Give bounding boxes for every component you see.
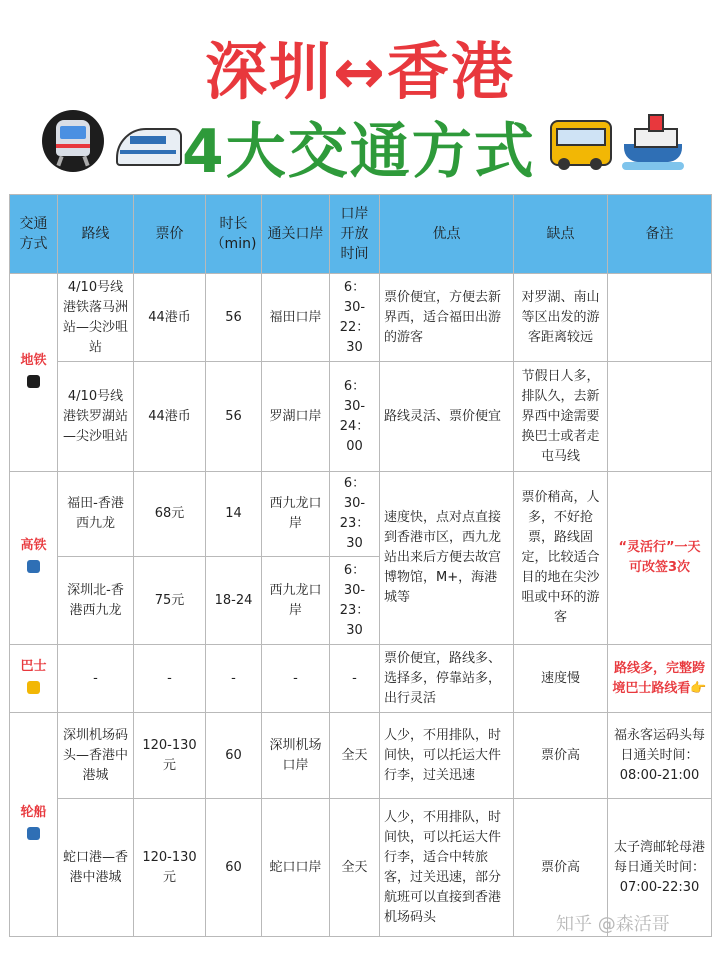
pros-cell: 票价便宜，方便去新界西，适合福田出游的游客: [380, 274, 514, 362]
table-row: [10, 472, 712, 557]
header-duration: 时长（min): [206, 195, 262, 274]
price-cell: 44港币: [134, 274, 206, 362]
metro-icon: [42, 110, 104, 172]
subtitle-row: [0, 104, 720, 187]
metro-icon: [27, 375, 40, 388]
category-label: 高铁: [20, 538, 47, 553]
table-row: [10, 274, 712, 362]
hours-cell: 6：30-24：00: [330, 362, 380, 472]
header-price: 票价: [134, 195, 206, 274]
note-cell: [608, 362, 712, 472]
hours-cell: 全天: [330, 799, 380, 937]
header-pros: 优点: [380, 195, 514, 274]
note-cell: 太子湾邮轮母港每日通关时间：07:00-22:30: [608, 799, 712, 937]
header-route: 路线: [58, 195, 134, 274]
cons-cell: 票价高: [514, 713, 608, 799]
duration-cell: 56: [206, 362, 262, 472]
port-cell: 西九龙口岸: [262, 557, 330, 645]
header-note: 备注: [608, 195, 712, 274]
route-cell: 深圳机场码头—香港中港城: [58, 713, 134, 799]
header-port: 通关口岸: [262, 195, 330, 274]
duration-cell: -: [206, 645, 262, 713]
header-mode: 交通方式: [10, 195, 58, 274]
ship-icon: [622, 112, 684, 172]
bullet-train-icon: [116, 120, 178, 168]
pros-cell: 速度快，点对点直接到香港市区，西九龙站出来后方便去故宫博物馆，M+，海港城等: [380, 472, 514, 645]
note-cell: 路线多，完整跨境巴士路线看👉: [608, 645, 712, 713]
note-cell: [608, 274, 712, 362]
cons-cell: 节假日人多，排队久，去新界西中途需要换巴士或者走屯马线: [514, 362, 608, 472]
page-title: 深圳↔香港: [205, 35, 515, 108]
route-cell: 深圳北-香港西九龙: [58, 557, 134, 645]
header-cons: 缺点: [514, 195, 608, 274]
header-hours: 口岸开放时间: [330, 195, 380, 274]
bus-icon: [548, 118, 610, 172]
cons-cell: 票价稍高，人多，不好抢票，路线固定，比较适合目的地在尖沙咀或中环的游客: [514, 472, 608, 645]
table-row: [10, 713, 712, 799]
hours-cell: 6：30-23：30: [330, 557, 380, 645]
pros-cell: 人少，不用排队，时间快，可以托运大件行李，过关迅速: [380, 713, 514, 799]
category-cell-hsr: [10, 472, 58, 645]
port-cell: 罗湖口岸: [262, 362, 330, 472]
port-cell: -: [262, 645, 330, 713]
category-label: 巴士: [20, 658, 47, 674]
bullet-train-icon: [27, 560, 40, 573]
port-cell: 深圳机场口岸: [262, 713, 330, 799]
category-cell-metro: [10, 274, 58, 472]
pros-cell: 路线灵活、票价便宜: [380, 362, 514, 472]
port-cell: 蛇口口岸: [262, 799, 330, 937]
table-header-row: [10, 195, 712, 274]
price-cell: 68元: [134, 472, 206, 557]
hours-cell: 全天: [330, 713, 380, 799]
price-cell: 75元: [134, 557, 206, 645]
duration-cell: 14: [206, 472, 262, 557]
transport-table: [9, 194, 712, 937]
duration-cell: 60: [206, 799, 262, 937]
route-cell: -: [58, 645, 134, 713]
cons-cell: 票价高: [514, 799, 608, 937]
port-cell: 西九龙口岸: [262, 472, 330, 557]
watermark: 知乎 @森活哥: [556, 914, 670, 935]
hours-cell: 6：30-23：30: [330, 472, 380, 557]
cons-cell: 速度慢: [514, 645, 608, 713]
page-subtitle: 4大交通方式: [182, 117, 536, 187]
pros-cell: 人少，不用排队，时间快，可以托运大件行李，适合中转旅客，过关迅速，部分航班可以直接到香港机场码头: [380, 799, 514, 937]
category-cell-bus: [10, 645, 58, 713]
price-cell: 44港币: [134, 362, 206, 472]
table-row: [10, 645, 712, 713]
route-cell: 福田-香港西九龙: [58, 472, 134, 557]
route-cell: 4/10号线港铁罗湖站—尖沙咀站: [58, 362, 134, 472]
route-cell: 4/10号线港铁落马洲站—尖沙咀站: [58, 274, 134, 362]
category-cell-ferry: [10, 713, 58, 937]
pros-cell: 票价便宜，路线多、选择多，停靠站多，出行灵活: [380, 645, 514, 713]
duration-cell: 56: [206, 274, 262, 362]
table-row: [10, 362, 712, 472]
note-cell: 福永客运码头每日通关时间：08:00-21:00: [608, 713, 712, 799]
duration-cell: 18-24: [206, 557, 262, 645]
route-cell: 蛇口港—香港中港城: [58, 799, 134, 937]
cons-cell: 对罗湖、南山等区出发的游客距离较远: [514, 274, 608, 362]
category-label: 轮船: [20, 804, 47, 820]
bus-icon: [27, 681, 40, 694]
category-label: 地铁: [20, 352, 47, 368]
note-cell: “灵活行”一天可改签3次: [608, 472, 712, 645]
port-cell: 福田口岸: [262, 274, 330, 362]
duration-cell: 60: [206, 713, 262, 799]
price-cell: -: [134, 645, 206, 713]
price-cell: 120-130元: [134, 799, 206, 937]
hours-cell: 6：30-22：30: [330, 274, 380, 362]
hours-cell: -: [330, 645, 380, 713]
price-cell: 120-130元: [134, 713, 206, 799]
ship-icon: [27, 827, 40, 840]
